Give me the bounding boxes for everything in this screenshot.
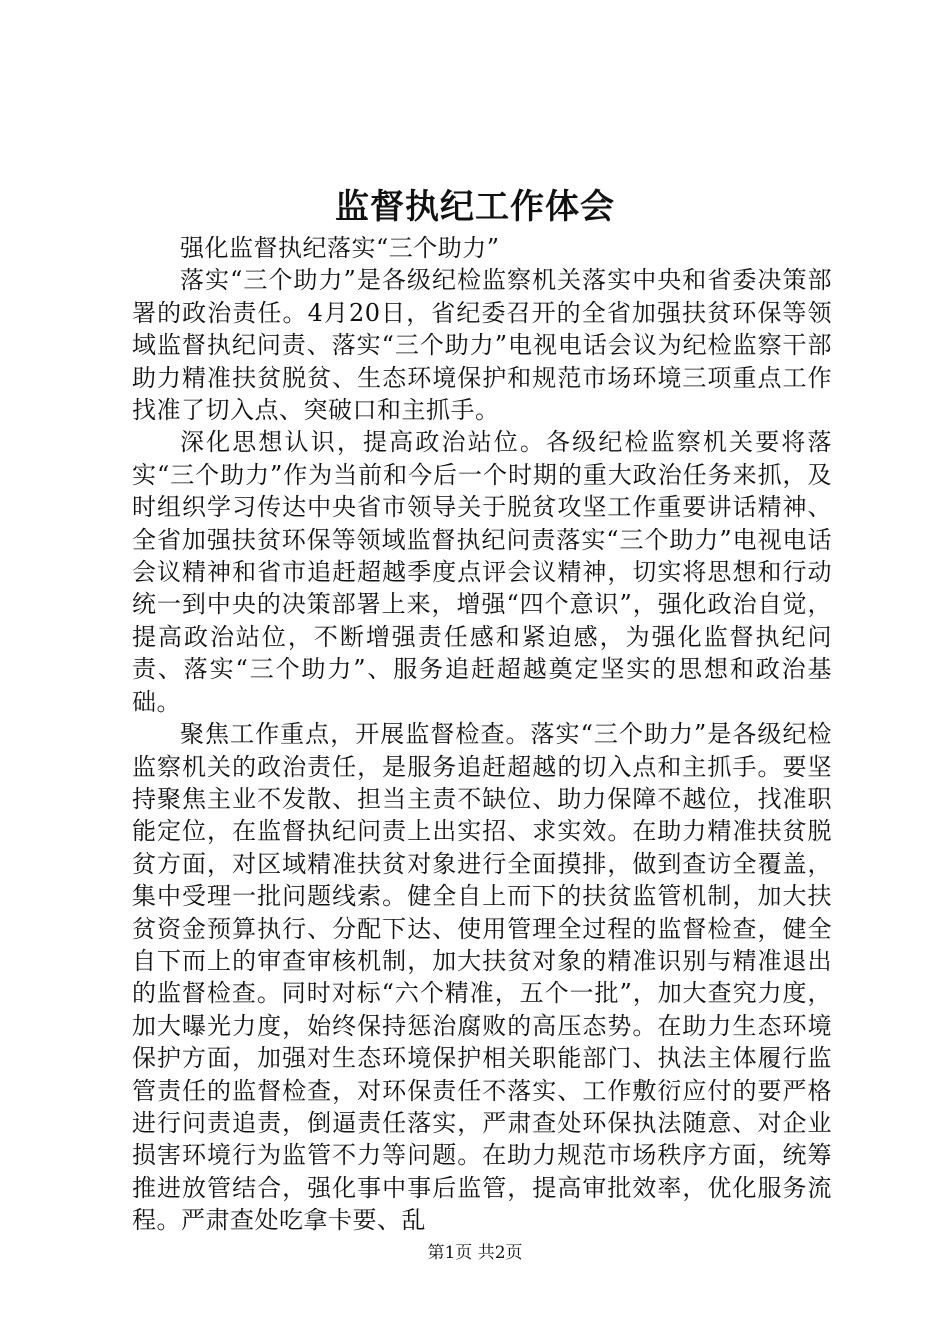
document-title: 监督执纪工作体会 [335, 187, 615, 227]
subtitle-paragraph: 强化监督执纪落实“三个助力” [180, 234, 500, 262]
thinking-paragraph: 深化思想认识，提高政治站位。各级纪检监察机关要将落实“三个助力”作为当前和今后一个时期的重大政治任务来抓，及时组织学习传达中央省市领导关于脱贫攻坚工作重要讲话精神、全省加强扶贫环保等领域监督执纪问责落实“三个助力”电视电话会议精神和省市追赶超越季度点评会议精神，切实将思想和行动统一到中央的决策部署上来，增强“四个意识”，强化政治自觉，提高政治站位，不断增强责任感和紧迫感，为强化监督执纪问责、落实“三个助力”、服务追赶超越奠定坚实的思想和政治基础。 [132, 428, 832, 716]
supervision-paragraph: 聚焦工作重点，开展监督检查。落实“三个助力”是各级纪检监察机关的政治责任，是服务追赶超越的切入点和主抓手。要坚持聚焦主业不发散、担当主责不缺位、助力保障不越位，找准职能定位，在监督执纪问责上出实招、求实效。在助力精准扶贫脱贫方面，对区域精准扶贫对象进行全面摸排，做到查访全覆盖，集中受理一批问题线索。健全自上而下的扶贫监管机制，加大扶贫资金预算执行、分配下达、使用管理全过程的监督检查，健全自下而上的审查审核机制，加大扶贫对象的精准识别与精准退出的监督检查。同时对标“六个精准，五个一批”，加大查究力度，加大曝光力度，始终保持惩治腐败的高压态势。在助力生态环境保护方面，加强对生态环境保护相关职能部门、执法主体履行监管责任的监督检查，对环保责任不落实、工作敷衍应付的要严格进行问责追责，倒逼责任落实，严肃查处环保执法随意、对企业损害环境行为监管不力等问题。在助力规范市场秩序方面，统筹推进放管结合，强化事中事后监管，提高审批效率，优化服务流程。严肃查处吃拿卡要、乱 [132, 720, 832, 1235]
intro-paragraph: 落实“三个助力”是各级纪检监察机关落实中央和省委决策部署的政治责任。4月20日，省纪委召开的全省加强扶贫环保等领域监督执纪问责、落实“三个助力”电视电话会议为纪检监察干部助力精准扶贫脱贫、生态环境保护和规范市场环境三项重点工作找准了切入点、突破口和主抓手。 [132, 266, 832, 425]
page-number-footer: 第1页 共2页 [427, 1243, 523, 1263]
document-body [132, 232, 832, 1237]
